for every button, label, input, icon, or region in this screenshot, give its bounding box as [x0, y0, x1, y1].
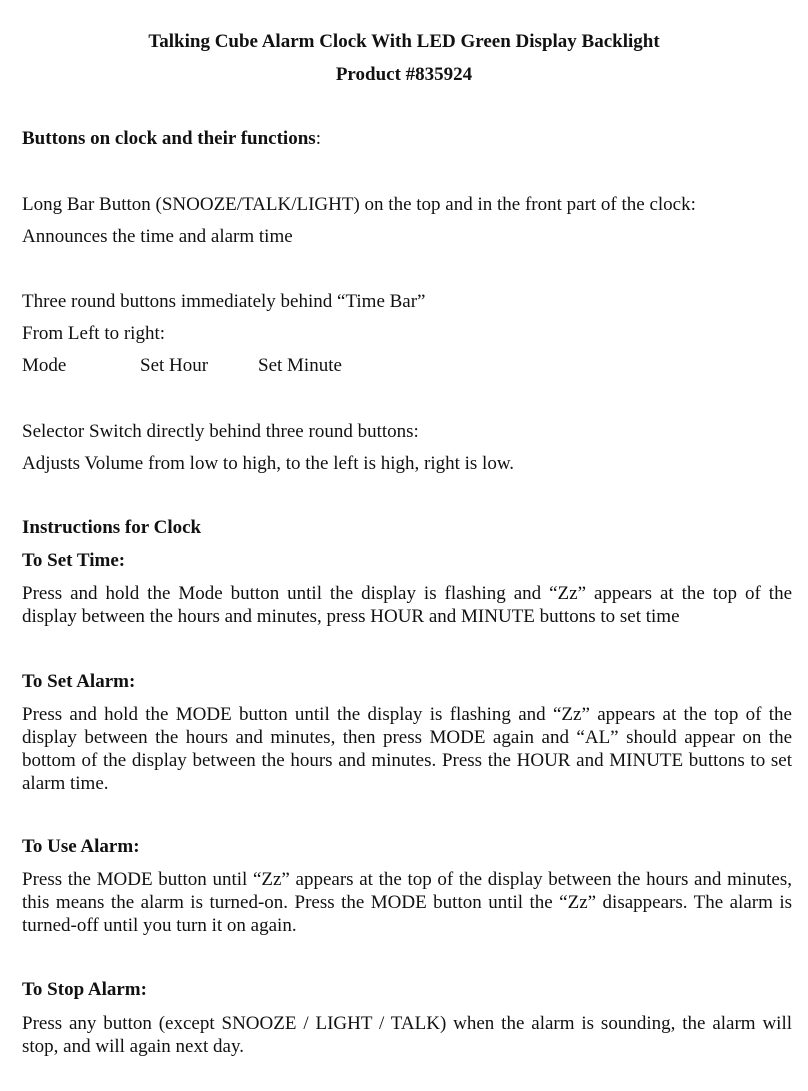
round-button-set-minute: Set Minute [258, 355, 342, 376]
set-time-text: Press and hold the Mode button until the display is flashing and “Zz” appears at the top of the display between the hours and minutes, press HOUR and MINUTE buttons to set time [22, 583, 792, 627]
buttons-heading-text: Buttons on clock and their functions [22, 128, 316, 149]
round-button-set-hour: Set Hour [140, 355, 209, 376]
use-alarm-text: Press the MODE button until “Zz” appears at the top of the display between the hours and minutes, this means the alarm is turned-on. Press the MODE button until the “Zz” disappears. The alarm is turned-off until you turn it on again. [22, 869, 792, 936]
round-buttons-description: Three round buttons immediately behind “Time Bar” [22, 291, 426, 312]
buttons-section-heading [22, 128, 321, 150]
selector-switch-function: Adjusts Volume from low to high, to the left is high, right is low. [22, 453, 515, 474]
document-title: Talking Cube Alarm Clock With LED Green Display Backlight [148, 31, 660, 52]
set-alarm-heading: To Set Alarm: [22, 671, 136, 692]
round-button-mode: Mode [22, 355, 67, 376]
selector-switch-description: Selector Switch directly behind three round buttons: [22, 421, 419, 442]
long-bar-function: Announces the time and alarm time [22, 226, 293, 247]
buttons-heading-colon: : [315, 128, 321, 149]
instructions-heading: Instructions for Clock [22, 517, 202, 538]
round-buttons-order: From Left to right: [22, 323, 166, 344]
stop-alarm-heading: To Stop Alarm: [22, 979, 147, 1000]
set-time-heading: To Set Time: [22, 550, 126, 571]
product-number: Product #835924 [335, 64, 473, 85]
set-alarm-text: Press and hold the MODE button until the display is flashing and “Zz” appears at the top of the display between the hours and minutes, then press MODE again and “AL” should appear on the bottom of the display between the hours and minutes. Press the HOUR and MINUTE buttons to set alarm time. [22, 704, 792, 794]
stop-alarm-text: Press any button (except SNOOZE / LIGHT / TALK) when the alarm is sounding, the alarm will stop, and will again next day. [22, 1013, 792, 1057]
use-alarm-heading: To Use Alarm: [22, 836, 140, 857]
long-bar-description: Long Bar Button (SNOOZE/TALK/LIGHT) on the top and in the front part of the clock: [22, 194, 696, 215]
